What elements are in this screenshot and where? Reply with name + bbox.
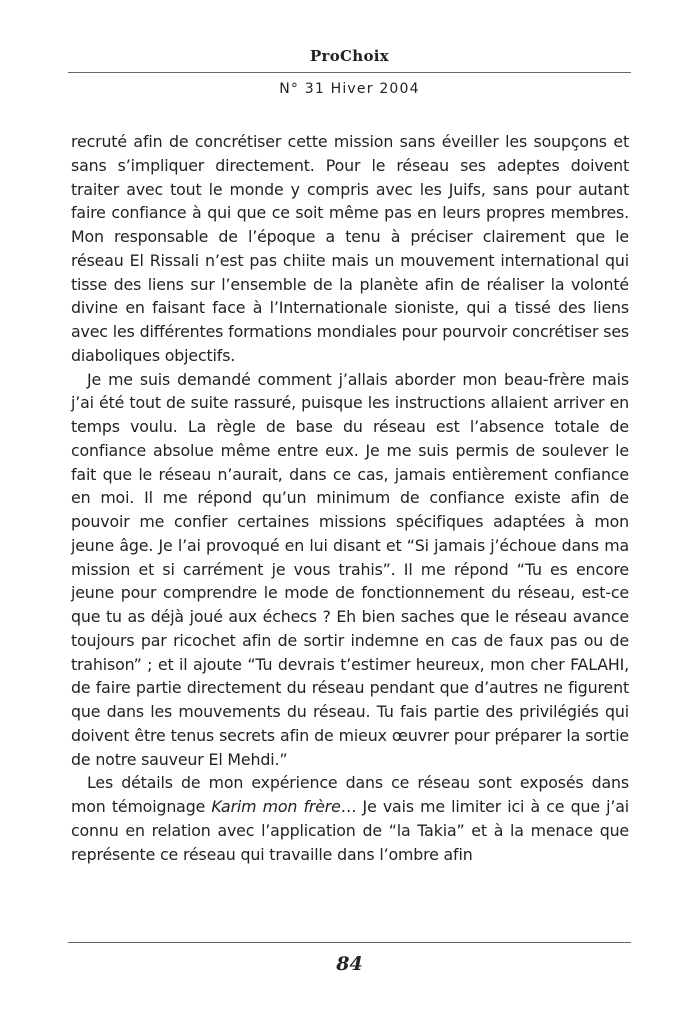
paragraph-3-lead: Les détails de mon expérience dans ce réseau sont exposés dans mon témoignage xyxy=(71,773,629,816)
issue-info: N° 31 Hiver 2004 xyxy=(279,81,420,97)
article-body xyxy=(71,130,629,866)
page-number: 84 xyxy=(336,953,363,975)
paragraph-3 xyxy=(71,771,629,866)
header-divider xyxy=(68,72,631,73)
book-title: Karim mon frère xyxy=(211,797,341,816)
paragraph-3-rest: … Je vais me limiter ici à ce que j’ai connu en relation avec l’application de “la Takia” et à la menace que représente ce réseau qui travaille dans l’ombre afin xyxy=(71,797,630,864)
footer-divider xyxy=(68,942,631,943)
paragraph-2: Je me suis demandé comment j’allais aborder mon beau-frère mais j’ai été tout de suite rassuré, puisque les instructions allaient arriver en temps voulu. La règle de base du réseau est l’absence totale de confiance absolue même entre eux. Je me suis permis de soulever le fait que le réseau n’aurait, dans ce cas, jamais entièrement confiance en moi. Il me répond qu’un minimum de confiance existe afin de pouvoir me confier certaines missions spécifiques adaptées à mon jeune âge. Je l’ai provoqué en lui disant et “Si jamais j’échoue dans ma mission et si carrément je vous trahis”. Il me répond “Tu es encore jeune pour comprendre le mode de fonctionnement du réseau, est-ce que tu as déjà joué aux échecs ? Eh bien saches que le réseau avance toujours par ricochet afin de sortir indemne en cas de faux pas ou de trahison” ; et il ajoute “Tu devrais t’estimer heureux, mon cher FALAHI, de faire partie directement du réseau pendant que d’autres ne figurent que dans les mouvements du réseau. Tu fais partie des privilégiés qui doivent être tenus secrets afin de mieux œuvrer pour préparer la sortie de notre sauveur El Mehdi.” xyxy=(71,369,629,769)
paragraph-1: recruté afin de concrétiser cette mission sans éveiller les soupçons et sans s’impliquer directement. Pour le réseau ses adeptes doivent traiter avec tout le monde y compris avec les Juifs, sans pour autant faire confiance à qui que ce soit même pas en leurs propres membres. Mon responsable de l’époque a tenu à préciser clairement que le réseau El Rissali n’est pas chiite mais un mouvement international qui tisse des liens sur l’ensemble de la planète afin de réaliser la volonté divine en faisant face à l’Internationale sioniste, qui a tissé des liens avec les différentes formations mondiales pour pourvoir concrétiser ses diaboliques objectifs. xyxy=(71,132,629,365)
journal-title: ProChoix xyxy=(309,47,390,65)
